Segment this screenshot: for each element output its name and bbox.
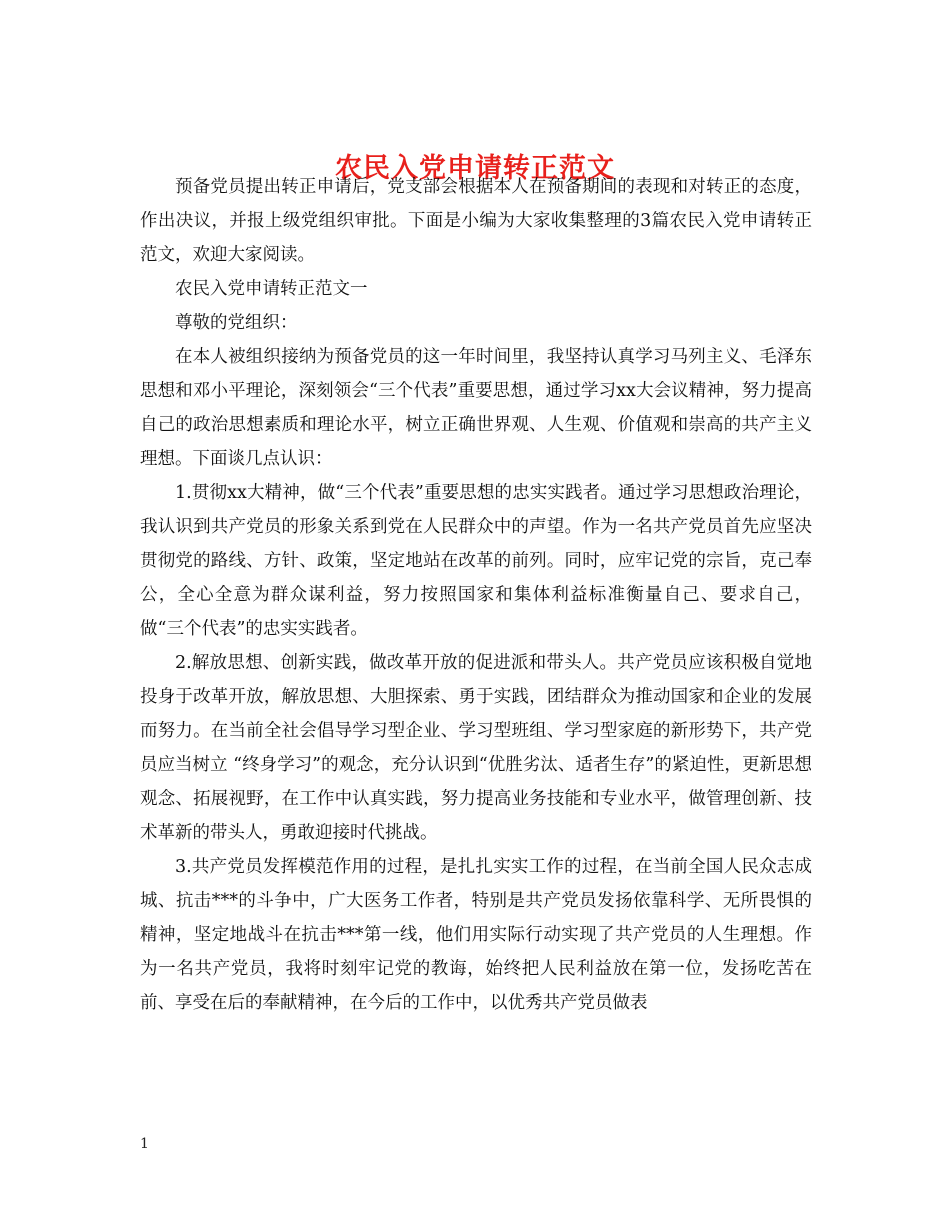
body-paragraph: 在本人被组织接纳为预备党员的这一年时间里，我坚持认真学习马列主义、毛泽东思想和邓小平理论，深刻领会“三个代表”重要思想，通过学习xx大会议精神，努力提高自己的政治思想素质和理论水平，树立正确世界观、人生观、价值观和崇高的共产主义理想。下面谈几点认识： <box>140 347 812 469</box>
point-2-paragraph: 2.解放思想、创新实践，做改革开放的促进派和带头人。共产党员应该积极自觉地投身于改革开放，解放思想、大胆探索、勇于实践，团结群众为推动国家和企业的发展而努力。在当前全社会倡导学习型企业、学习型班组、学习型家庭的新形势下，共产党员应当树立 “终身学习”的观念，充分认识到“优胜劣汰、适者生存”的紧迫性，更新思想观念、拓展视野，在工作中认真实践，努力提高业务技能和专业水平，做管理创新、技术革新的带头人，勇敢迎接时代挑战。 <box>140 653 812 843</box>
point-1-paragraph: 1.贯彻xx大精神，做“三个代表”重要思想的忠实实践者。通过学习思想政治理论，我认识到共产党员的形象关系到党在人民群众中的声望。作为一名共产党员首先应坚决贯彻党的路线、方针、政策，坚定地站在改革的前列。同时，应牢记党的宗旨，克己奉公，全心全意为群众谋利益，努力按照国家和集体利益标准衡量自己、要求自己，做“三个代表”的忠实实践者。 <box>140 483 812 639</box>
salutation: 尊敬的党组织： <box>175 313 298 333</box>
document-body <box>140 170 812 1020</box>
intro-paragraph: 预备党员提出转正申请后，党支部会根据本人在预备期间的表现和对转正的态度，作出决议，并报上级党组织审批。下面是小编为大家收集整理的3篇农民入党申请转正范文，欢迎大家阅读。 <box>140 177 812 265</box>
section-heading: 农民入党申请转正范文一 <box>175 279 368 299</box>
page-number: 1 <box>140 1136 149 1152</box>
point-3-paragraph: 3.共产党员发挥模范作用的过程，是扎扎实实工作的过程，在当前全国人民众志成城、抗击***的斗争中，广大医务工作者，特别是共产党员发扬依靠科学、无所畏惧的精神，坚定地战斗在抗击***第一线，他们用实际行动实现了共产党员的人生理想。作为一名共产党员，我将时刻牢记党的教诲，始终把人民利益放在第一位，发扬吃苦在前、享受在后的奉献精神，在今后的工作中，以优秀共产党员做表 <box>140 857 812 1013</box>
document-title: 农民入党申请转正范文 <box>335 153 615 185</box>
